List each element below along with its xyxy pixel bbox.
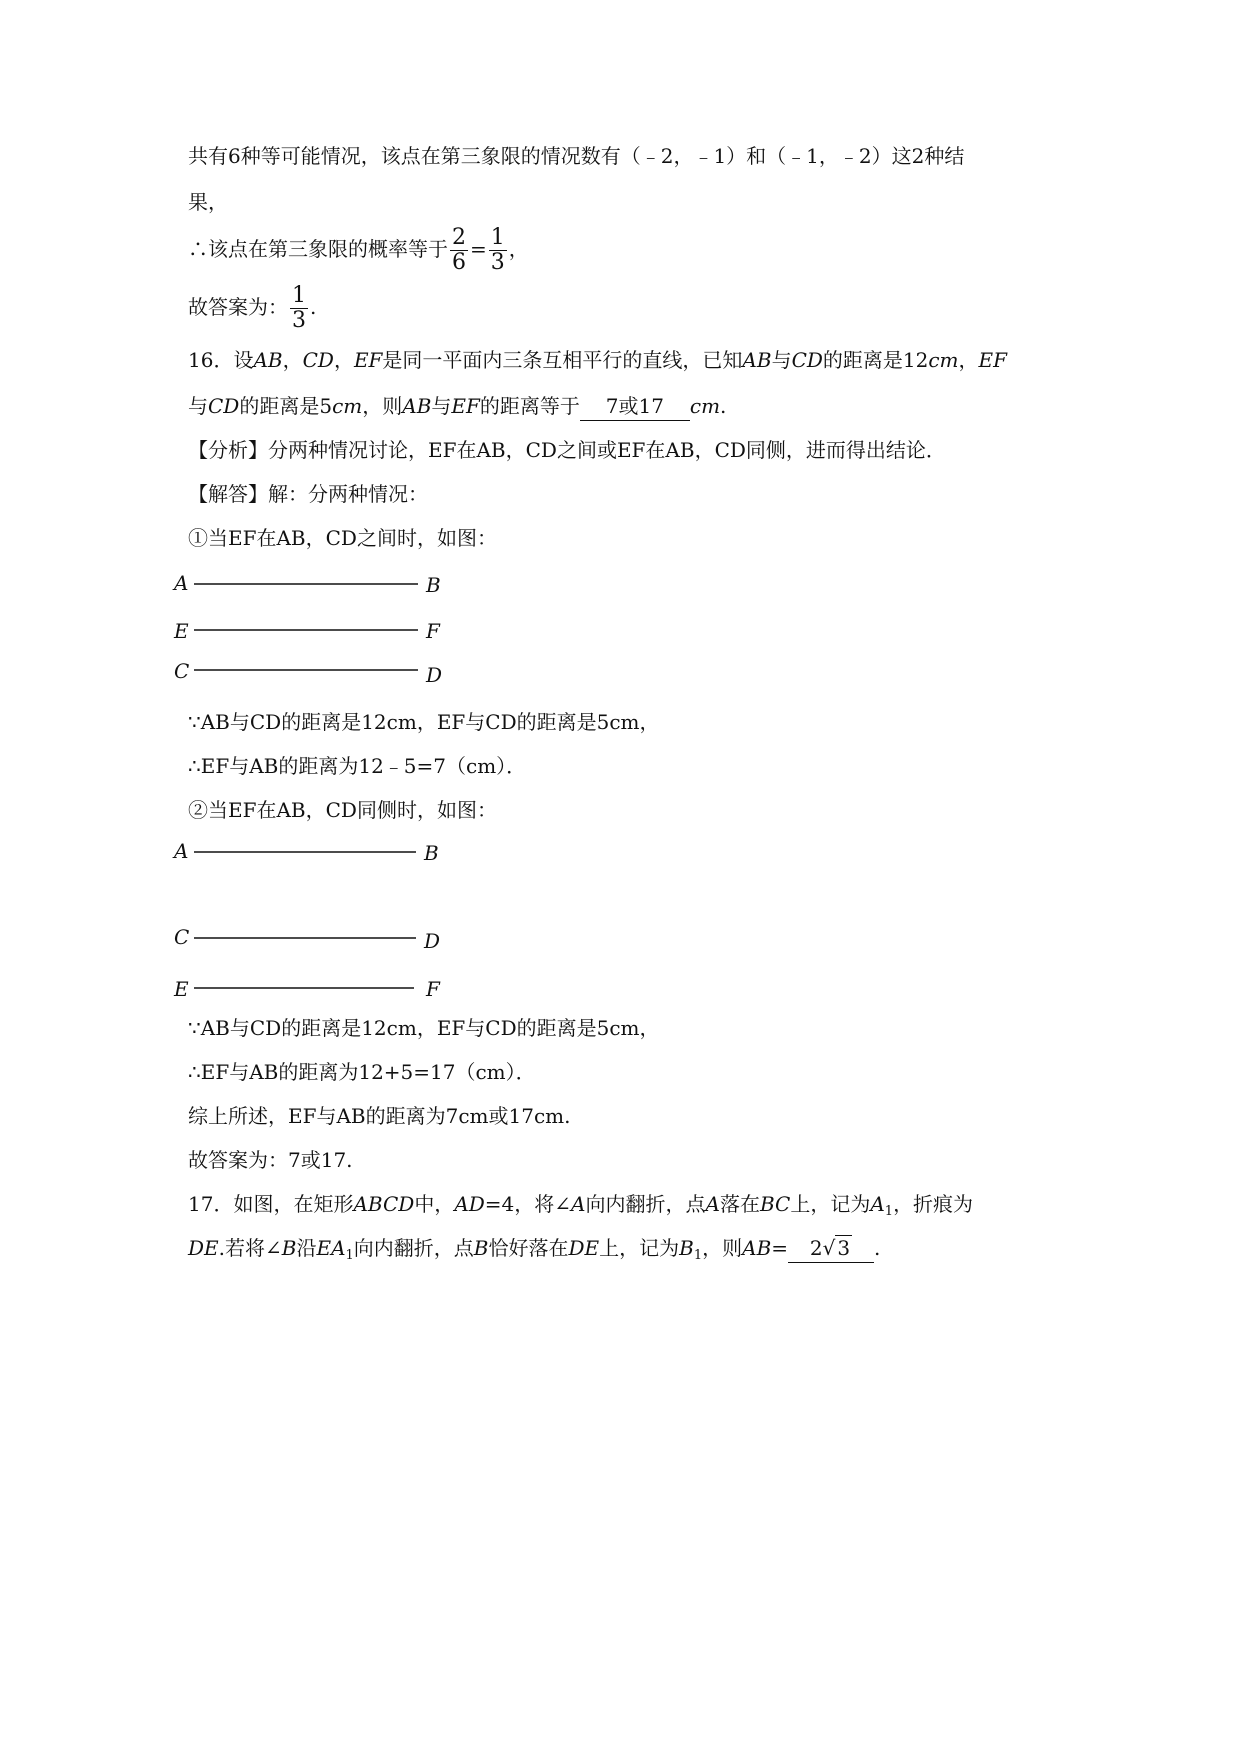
question-16-line2: 与CD的距离是5cm，则AB与EF的距离等于 7或17 cm. — [188, 392, 726, 421]
equals-sign: = — [470, 237, 487, 261]
figure-case-2 — [174, 834, 488, 1004]
label-a: A — [174, 571, 189, 595]
case-1-heading: ①当EF在AB，CD之间时，如图： — [188, 526, 497, 550]
paragraph-outcomes-cont: 果， — [188, 190, 228, 214]
question-17-line2: DE.若将∠B沿$EA_1$向内翻折，点B恰好落在DE上，记为$B_1$，则AB= 2√ 3 . — [188, 1236, 881, 1263]
answer-statement-15: 故答案为： $\frac{1}{3}$ . — [188, 283, 317, 333]
label-c: C — [174, 925, 190, 949]
final-answer-16: 故答案为：7或17. — [188, 1148, 353, 1172]
probability-statement: ∴该点在第三象限的概率等于 $\frac{2}{6}$ = $\frac{1}{3}$ ， — [188, 225, 529, 275]
probability-text: ∴该点在第三象限的概率等于 — [188, 237, 448, 261]
question-16-line1: 16．设AB，CD，EF是同一平面内三条互相平行的直线，已知AB与CD的距离是12cm，EF — [188, 348, 1008, 372]
solution-heading: 【解答】解：分两种情况： — [188, 482, 428, 506]
answer-blank-17: 2√ 3 — [788, 1234, 874, 1263]
label-f: F — [426, 977, 440, 1001]
summary: 综上所述，EF与AB的距离为7cm或17cm. — [188, 1104, 571, 1128]
label-c: C — [174, 659, 190, 683]
answer-fraction: $\frac{1}{3}$ — [292, 283, 306, 333]
label-a: A — [174, 839, 189, 863]
label-b: B — [424, 841, 439, 865]
fraction-2-6: $\frac{2}{6}$ — [452, 225, 466, 275]
figure-case-1 — [174, 566, 488, 692]
label-d: D — [424, 929, 441, 953]
therefore-2: ∴EF与AB的距离为12+5=17（cm）． — [188, 1060, 536, 1084]
paragraph-outcomes: 共有6种等可能情况，该点在第三象限的情况数有（﹣2，﹣1）和（﹣1，﹣2）这2种结 — [188, 144, 965, 168]
sqrt-symbol: √ 3 — [822, 1236, 851, 1260]
label-f: F — [426, 619, 440, 643]
because-2: ∵AB与CD的距离是12cm，EF与CD的距离是5cm， — [188, 1016, 660, 1040]
label-e: E — [174, 619, 189, 643]
because-1: ∵AB与CD的距离是12cm，EF与CD的距离是5cm， — [188, 710, 660, 734]
label-b: B — [426, 573, 441, 597]
question-17-line1: 17．如图，在矩形ABCD中，AD=4，将∠A向内翻折，点A落在BC上，记为$A_1$，折痕为 — [188, 1192, 974, 1219]
label-e: E — [174, 977, 189, 1001]
fraction-1-3: $\frac{1}{3}$ — [490, 225, 505, 275]
label-d: D — [426, 663, 443, 687]
analysis: 【分析】分两种情况讨论，EF在AB，CD之间或EF在AB，CD同侧，进而得出结论． — [188, 438, 946, 462]
answer-blank-16: 7或17 — [580, 392, 690, 421]
therefore-1: ∴EF与AB的距离为12﹣5=7（cm）． — [188, 754, 527, 778]
case-2-heading: ②当EF在AB，CD同侧时，如图： — [188, 798, 497, 822]
